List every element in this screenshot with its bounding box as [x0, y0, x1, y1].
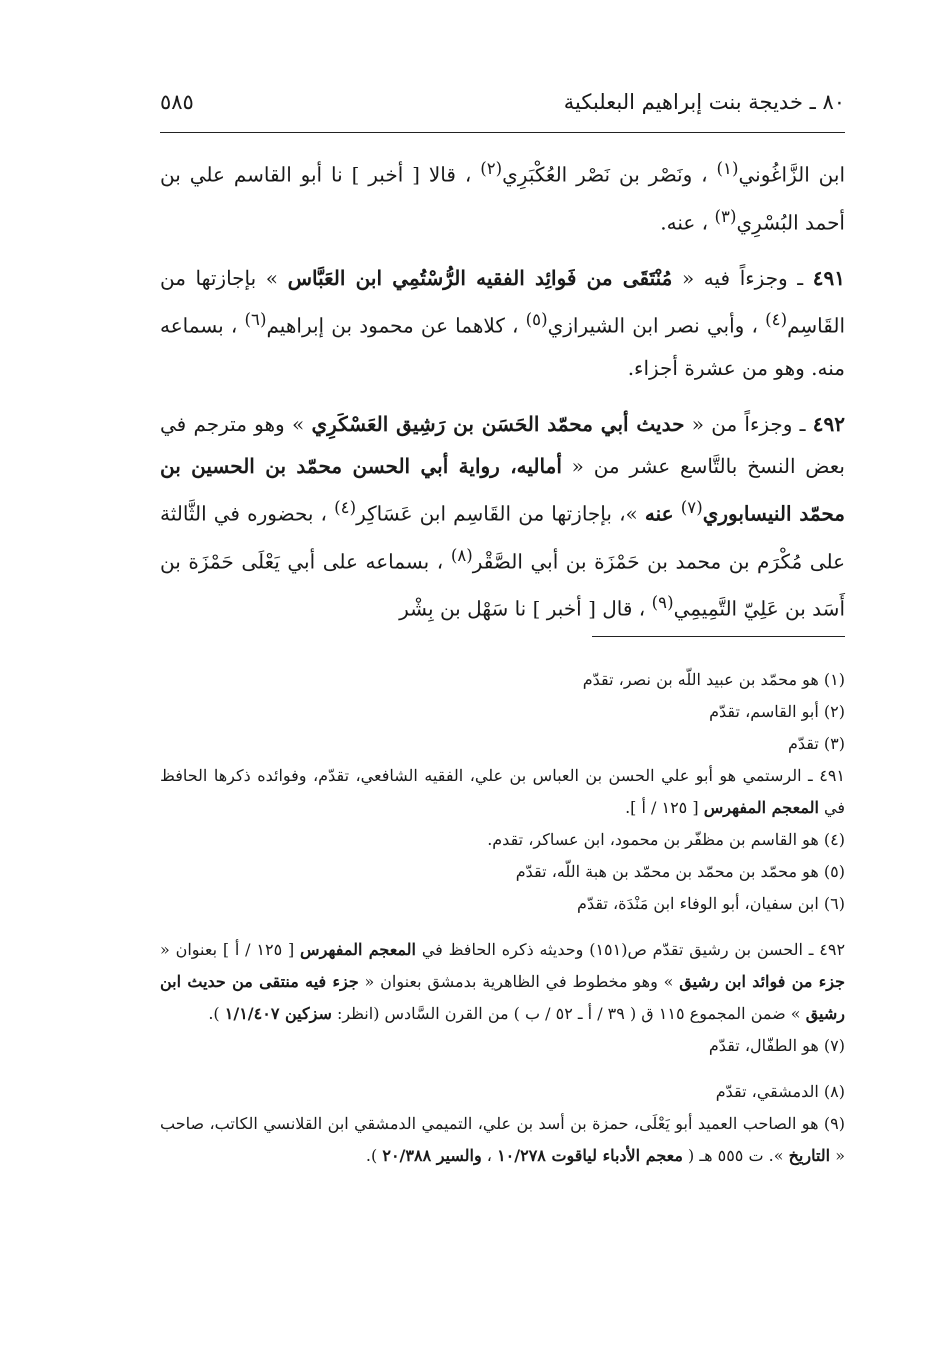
footnote-492 [160, 934, 845, 1030]
text-span: ، بسماعه على أبي يَعْلَى حَمْزَة بن أَسَد بن عَلِيّ التَّمِيمِي [160, 549, 845, 621]
footnote: (٧) هو الطفّال، تقدّم [708, 1036, 845, 1055]
footnote-ref: (٨) [450, 545, 473, 565]
text-span: (٩) هو الصاحب العميد أبو يَعْلَى، حمزة بن أسد بن علي، التميمي الدمشقي ابن القلانسي الكاتب، صاحب « [160, 1114, 845, 1165]
text-span: ٤٩١ ـ الرستمي هو أبو علي الحسن بن العباس بن علي، الفقيه الشافعي، تقدّم، وفوائده ذكرها الحافظ في [160, 766, 845, 817]
text-span: ، [486, 1146, 492, 1165]
text-span: » وهو مخطوط في الظاهرية بدمشق بعنوان « [364, 972, 674, 991]
text-span: [ ١٢٥ / أ ] بعنوان « [160, 940, 295, 959]
footnote-ref: (٤) [765, 310, 788, 330]
text-span: ٤٩٢ ـ الحسن بن رشيق تقدّم ص(١٥١) وحديثه ذكره الحافظ في [421, 940, 846, 959]
footnote-separator [592, 636, 845, 637]
work-title: عنه [644, 501, 674, 526]
footnote: (٨) الدمشقي، تقدّم [715, 1082, 845, 1101]
footnote: (٥) هو محمّد بن محمّد بن محمّد بن هبة اللّه، تقدّم [515, 862, 845, 881]
text-span: ، ونَصْر بن نَصْر العُكْبَرِي [502, 162, 708, 187]
work-title: سزكين ١/١/٤٠٧ [224, 1004, 332, 1023]
text-span: ، قال [ أخبر ] نا سَهْل بن بِشْر [399, 596, 646, 621]
footnote-ref: (٧) [680, 497, 703, 517]
footnote-491 [160, 760, 845, 824]
footnote: (٦) ابن سفيان، أبو الوفاء ابن مَنْدَة، تقدّم [577, 894, 845, 913]
footnote-9 [160, 1108, 845, 1172]
footnote-ref: (١) [716, 159, 739, 178]
entry-number: ٤٩١ [812, 266, 845, 291]
work-title: جزء فيه منتقى من حديث ابن رشيق [160, 972, 845, 1023]
page-number: ٥٨٥ [160, 90, 194, 114]
work-title: جزء من فوائد ابن رشيق [679, 972, 845, 991]
footnote: (١) هو محمّد بن عبيد اللّه بن نصر، تقدّم [582, 670, 845, 689]
header-rule [160, 132, 845, 133]
text-span: ـ وجزءاً من « [691, 411, 806, 436]
footnotes [160, 664, 845, 1172]
text-span: »، بإجازتها من القَاسِم ابن عَسَاكِر [356, 501, 638, 526]
text-span: ، وأبي نصر ابن الشيرازي [547, 313, 758, 338]
text-span: [ ١٢٥ / أ ]. [625, 798, 699, 817]
work-title: مُنْتَقَى من فَوائِد الفقيه الرُّسْتُمِي ابن العَبَّاس [287, 266, 673, 291]
entry-number: ٤٩٢ [812, 411, 846, 436]
footnote-ref: (٥) [525, 310, 548, 330]
text-span: ). [208, 1004, 220, 1023]
text-span: » وهو مترجم في بعض النسخ بالتَّاسع عشر من « [160, 411, 845, 478]
work-title: معجم الأدباء لياقوت ١٠/٢٧٨ [497, 1146, 683, 1165]
text-span: ـ وجزءاً فيه « [681, 266, 804, 291]
footnote-ref: (٢) [480, 159, 503, 178]
text-span: ، قالا [ أخبر ] نا أبو القاسم علي بن أحمد البُسْرِي [160, 162, 845, 235]
main-text [160, 148, 845, 644]
work-title: والسير ٢٠/٣٨٨ [382, 1146, 482, 1165]
work-title: حديث أبي محمّد الحَسَن بن رَشِيق العَسْكَرِي [311, 411, 685, 436]
text-span: ، بحضوره في الثَّالثة على مُكْرَم بن محمد بن حَمْزَة بن أبي الصَّقْر [160, 501, 846, 574]
footnote-ref: (٦) [244, 310, 267, 330]
paragraph-intro [160, 148, 845, 243]
text-span: ». ت ٥٥٥ هـ ( [688, 1146, 784, 1165]
work-title: التاريخ [788, 1146, 831, 1165]
text-span: » بإجازتها من القَاسِم [160, 266, 846, 338]
footnote: (٣) تقدّم [787, 734, 845, 753]
footnote-ref: (٤) [334, 497, 357, 517]
chapter-title: ٨٠ ـ خديجة بنت إبراهيم البعلبكية [563, 90, 845, 114]
footnote-ref: (٩) [651, 593, 674, 613]
work-title: أماليه، رواية أبي الحسن محمّد بن الحسين بن محمّد النيسابوري [160, 453, 846, 526]
text-span: ، بسماعه منه. وهو من عشرة أجزاء. [160, 313, 845, 380]
work-title: المعجم المفهرس [703, 798, 819, 817]
paragraph-491 [160, 257, 845, 389]
text-span: ). [365, 1146, 378, 1165]
text-span: ، كلاهما عن محمود بن إبراهيم [266, 313, 519, 338]
running-header [160, 86, 845, 126]
work-title: المعجم المفهرس [300, 940, 416, 959]
footnote: (٤) هو القاسم بن مظفّر بن محمود، ابن عساكر، تقدم. [487, 830, 845, 849]
text-span: » ضمن المجموع ١١٥ ق ( ٣٩ / أ ـ ٥٢ / ب ) من القرن السَّادس (انظر: [336, 1004, 801, 1023]
paragraph-492 [160, 403, 845, 630]
text-span: ، عنه. [660, 210, 709, 235]
footnote-ref: (٣) [714, 206, 737, 226]
footnote: (٢) أبو القاسم، تقدّم [709, 702, 845, 721]
text-span: ابن الزَّاغُوني [738, 162, 846, 187]
